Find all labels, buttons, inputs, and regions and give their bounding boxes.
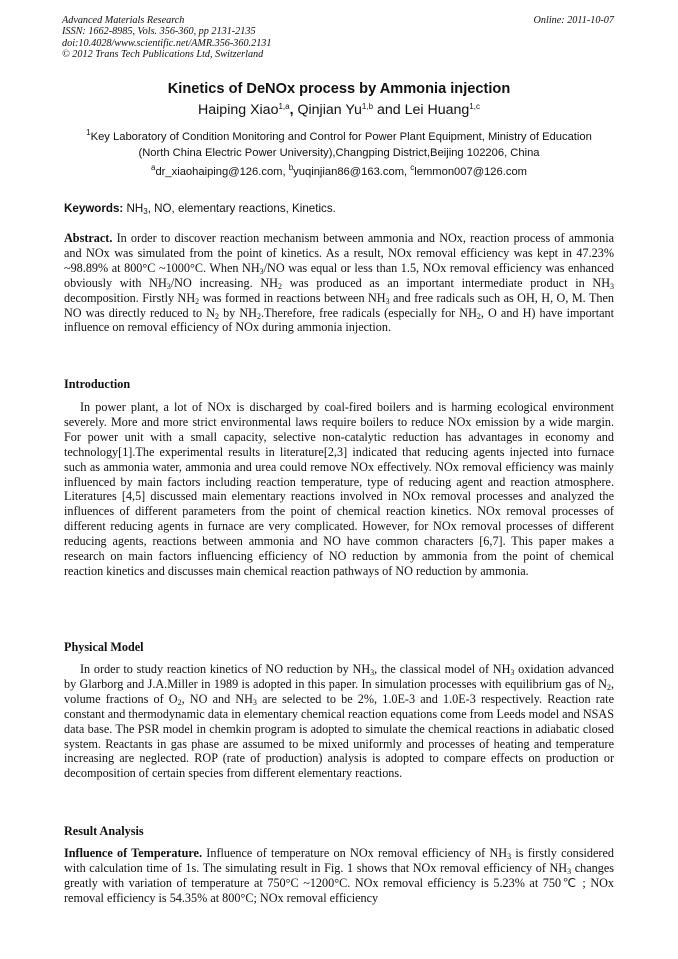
keywords-label: Keywords:	[64, 202, 124, 215]
paragraph: In order to study reaction kinetics of NO reduction by $NH_3$, the classical model of $NH_3$ oxidation advanced by Glarborg and J.A.Miller in 1989 is adopted in this paper. In simulation processes with equilibrium gas of $N_2$, volume fractions of $O_2$, NO and $NH_3$ are selected to be 2%, 1.0E-3 and 1.0E-3 respectively. Reaction rate constant and thermodynamic data in elementary chemical reaction equations come from Leeds model and NSAS data base. The PSR model in chemkin program is adopted to simulate the chemical reactions in adiabatic closed system. Reactants in gas phase are assumed to be mixed uniformly and processes of heating and temperature increasing are neglected. ROP (rate of production) analysis is adopted to compare effects on production or decomposition of certain species from different elementary reactions.	[64, 662, 614, 781]
paragraph: In power plant, a lot of NOx is discharged by coal-fired boilers and is harming ecological environment severely. More and more strict environmental laws require boilers to reduce NOx emission by a wide margin. For power unit with a small capacity, selective non-catalytic reduction has advantages in economy and technology[1].The experimental results in literature[2,3] indicated that reducing agents injected into furnace such as ammonia water, ammonia and urea could remove NOx effectively. NOx removal efficiency was mainly influenced by main factors including reaction temperature, type of reducing agent and reaction atmosphere. Literatures [4,5] discussed main elementary reactions involved in NOx removal processes and analyzed the influences of different parameters from the point of chemical reaction kinetics. NOx removal processes of different reducing agents in furnace are very complicated. However, for NOx removal processes of different reducing agents, reactions between ammonia and NO have common characters [6,7]. This paper makes a research on main factors influencing efficiency of NO reduction by ammonia from the point of chemical reaction kinetics and discusses main chemical reaction pathways of NO reduction by ammonia.	[64, 400, 614, 578]
affiliation	[70, 130, 608, 161]
paragraph: Influence of Temperature. Influence of temperature on NOx removal efficiency of $NH_3$ is firstly considered with calculation time of 1s. The simulating result in Fig. 1 shows that NOx removal efficiency of $NH_3$ changes greatly with variation of temperature at 750°C ~1200°C. NOx removal efficiency is 5.23% at 750℃ ; NOx removal efficiency is 54.35% at 800°C; NOx removal efficiency	[64, 846, 615, 905]
section-heading: Introduction	[64, 377, 131, 391]
subsection-label: Influence of Temperature.	[64, 846, 203, 860]
email-sup: a	[151, 163, 156, 172]
section-heading: Result Analysis	[64, 824, 144, 838]
paper-title: Kinetics of DeNOx process by Ammonia injection	[167, 81, 511, 97]
online-date: Online: 2011-10-07	[533, 15, 614, 26]
affiliation-sup: 1	[86, 128, 91, 137]
author-emails	[0, 163, 678, 178]
keyword-text: NH	[126, 202, 144, 215]
result-text	[64, 846, 614, 906]
abstract: Abstract. In order to discover reaction mechanism between ammonia and NOx, reaction process of ammonia and NOx was simulated from the point of kinetics. As a result, NOx removal efficiency was kept in 47.23% ~98.89% at 800°C ~1000°C. When $NH_3/NO$ was equal or less than 1.5, NOx removal efficiency was enhanced obviously with $NH_3/NO$ increasing. $NH_2$ was produced as an important intermediate product in $NH_3$ decomposition. Firstly $NH_2$ was formed in reactions between $NH_3$ and free radicals such as OH, H, O, M. Then NO was directly reduced to $N_2$ by $NH_2.Therefore$, free radicals (especially for $NH_2$, O and H) have important influence on removal efficiency of NOx during ammonia injection.	[64, 231, 615, 335]
author-name: Lei Huang	[404, 102, 470, 118]
author-name: Qinjian Yu	[297, 102, 362, 118]
issn-line: ISSN: 1662-8985, Vols. 356-360, pp 2131-2135	[62, 26, 256, 38]
abstract-label: Abstract.	[64, 231, 113, 245]
copyright-line: © 2012 Trans Tech Publications Ltd, Switzerland	[62, 48, 264, 60]
author-name: Haiping Xiao	[198, 102, 279, 118]
physical-model-text	[64, 662, 614, 781]
email-sup: c	[410, 163, 415, 172]
author-sup: 1,c	[469, 102, 480, 111]
email-link[interactable]: dr_xiaohaiping@126.com,	[155, 166, 286, 178]
doi-line: doi:10.4028/www.scientific.net/AMR.356-360.2131	[62, 37, 272, 49]
subscript: 3	[143, 207, 148, 216]
keywords	[64, 202, 336, 215]
email-link[interactable]: lemmon007@126.com	[414, 166, 527, 178]
keyword-text: , NO, elementary reactions, Kinetics.	[147, 202, 336, 215]
email-sup: b	[288, 163, 294, 172]
journal-name: Advanced Materials Research	[62, 15, 185, 26]
journal-header	[62, 15, 271, 60]
author-conjunction: and	[376, 102, 401, 118]
introduction-text	[64, 400, 614, 579]
author-sup: 1,a	[278, 102, 290, 111]
author-list: Haiping Xiao$^{1,a}$, Qinjian Yu$^{1,b}$ and Lei Huang$^{1,c}$	[198, 102, 480, 118]
section-heading: Physical Model	[64, 640, 144, 654]
email-link[interactable]: yuqinjian86@163.com,	[293, 166, 408, 178]
author-sup: 1,b	[361, 102, 374, 111]
affiliation-text: Key Laboratory of Condition Monitoring and Control for Power Plant Equipment, Ministry of Education (North China Electric Power University),Changping District,Beijing 102206, China	[90, 131, 592, 159]
